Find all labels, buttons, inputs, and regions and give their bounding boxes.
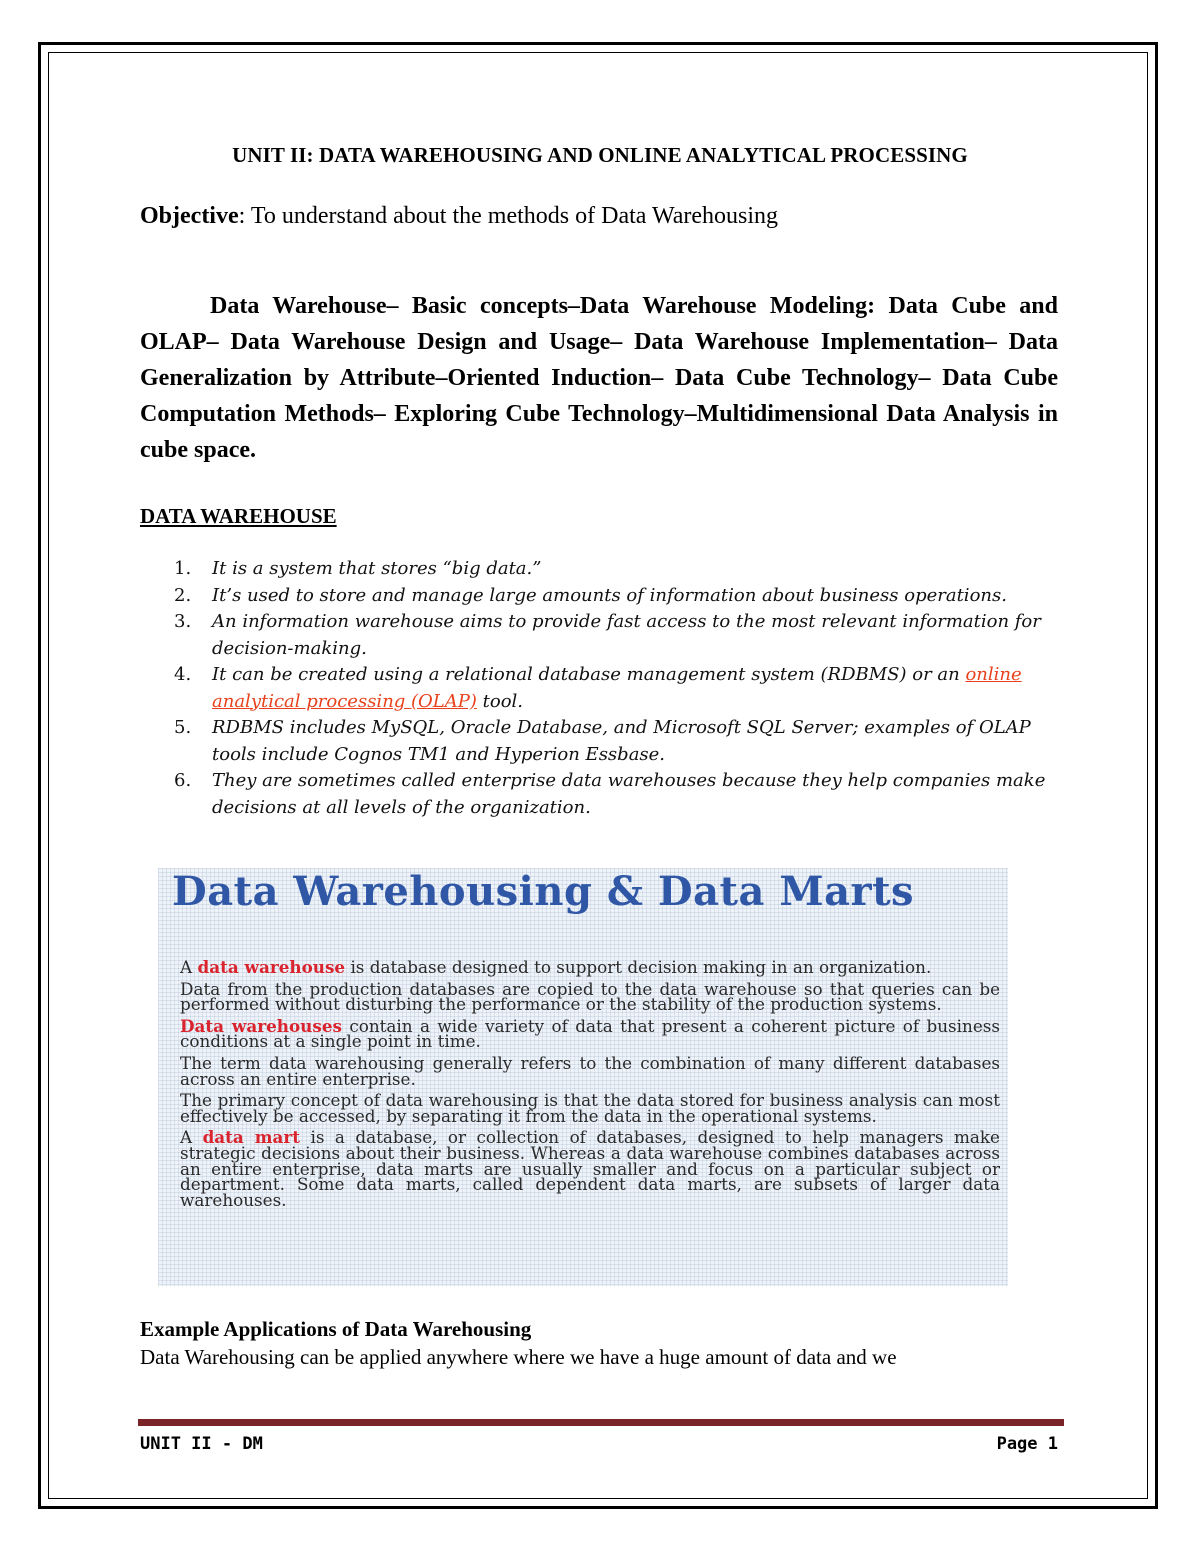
data-warehousing-figure (158, 868, 1008, 1286)
figure-text: A (180, 1127, 203, 1148)
list-text: tool. (476, 690, 524, 712)
figure-highlight: data warehouse (197, 957, 346, 977)
figure-body (180, 957, 1000, 1214)
list-text: They are sometimes called enterprise data warehouses because they help companies make decisions at all levels of the organization. (212, 770, 1046, 818)
list-text: It’s used to store and manage large amounts of information about business operations. (212, 584, 1007, 606)
syllabus-topics: Data Warehouse– Basic concepts–Data Warehouse Modeling: Data Cube and OLAP– Data Warehouse Design and Usage– Data Warehouse Implementation– Data Generalization by Attribute–Oriented Induction– Data Cube Technology– Data Cube Computation Methods– Exploring Cube Technology–Multidimensional Data Analysis in cube space. (140, 293, 1058, 463)
list-text: It is a system that stores “big data.” (212, 558, 542, 579)
list-text: RDBMS includes MySQL, Oracle Database, and Microsoft SQL Server; examples of OLAP tools include Cognos TM1 and Hyperion Essbase. (212, 717, 1031, 765)
figure-paragraph: The primary concept of data warehousing is that the data stored for business analysis can most effectively be accessed, by separating it from the data in the operational systems. (180, 1090, 1000, 1126)
figure-paragraph (180, 957, 1000, 977)
list-number: 3. (174, 611, 192, 632)
unit-title: UNIT II: DATA WAREHOUSING AND ONLINE ANALYTICAL PROCESSING (232, 143, 968, 167)
figure-paragraph (180, 1127, 1000, 1210)
example-text: Data Warehousing can be applied anywhere where we have a huge amount of data and we (140, 1345, 897, 1369)
list-number: 2. (174, 584, 192, 606)
list-number: 6. (174, 770, 192, 791)
figure-paragraph: Data from the production databases are copied to the data warehouse so that queries can be performed without disturbing the performance or the stability of the production systems. (180, 978, 1000, 1015)
list-number: 1. (174, 558, 192, 579)
list-item (174, 715, 1064, 768)
list-item (174, 556, 1064, 583)
list-text: It can be created using a relational database management system (RDBMS) or an (212, 664, 966, 685)
footer-page-number: Page 1 (996, 1434, 1058, 1454)
list-item (174, 768, 1064, 821)
olap-link[interactable]: online analytical processing (OLAP) (212, 664, 1022, 712)
list-text: An information warehouse aims to provide fast access to the most relevant information for decision-making. (212, 611, 1041, 659)
footer-rule (138, 1419, 1064, 1426)
list-item (174, 583, 1064, 610)
list-number: 4. (174, 664, 192, 685)
example-heading: Example Applications of Data Warehousing (140, 1317, 532, 1341)
figure-paragraph: The term data warehousing generally refers to the combination of many different databases across an entire enterprise. (180, 1052, 1000, 1089)
objective-line (140, 203, 778, 230)
data-warehouse-list (174, 556, 1064, 821)
figure-highlight: Data warehouses (180, 1015, 342, 1036)
figure-highlight: data mart (202, 1127, 300, 1148)
figure-title: Data Warehousing & Data Marts (172, 868, 915, 915)
list-item (174, 662, 1064, 715)
objective-text: : To understand about the methods of Data Warehousing (238, 203, 779, 229)
figure-text: is database designed to support decision making in an organization. (345, 957, 932, 977)
figure-paragraph (180, 1015, 1000, 1052)
figure-text: is a database, or collection of databases, designed to help managers make strategic decisions about their business. Whereas a data warehouse combines databases across an entire enterprise, data marts are usually smaller and focus on a particular subject or department. Some data marts, called dependent data marts, are subsets of larger data warehouses. (180, 1127, 1000, 1210)
list-number: 5. (174, 717, 192, 738)
section-heading-data-warehouse: DATA WAREHOUSE (140, 504, 337, 528)
list-item (174, 609, 1064, 662)
figure-text: contain a wide variety of data that present a coherent picture of business conditions at a single point in time. (180, 1015, 1000, 1052)
footer-unit-label: UNIT II - DM (140, 1434, 263, 1454)
figure-text: A (180, 957, 198, 977)
objective-label: Objective (140, 203, 239, 229)
